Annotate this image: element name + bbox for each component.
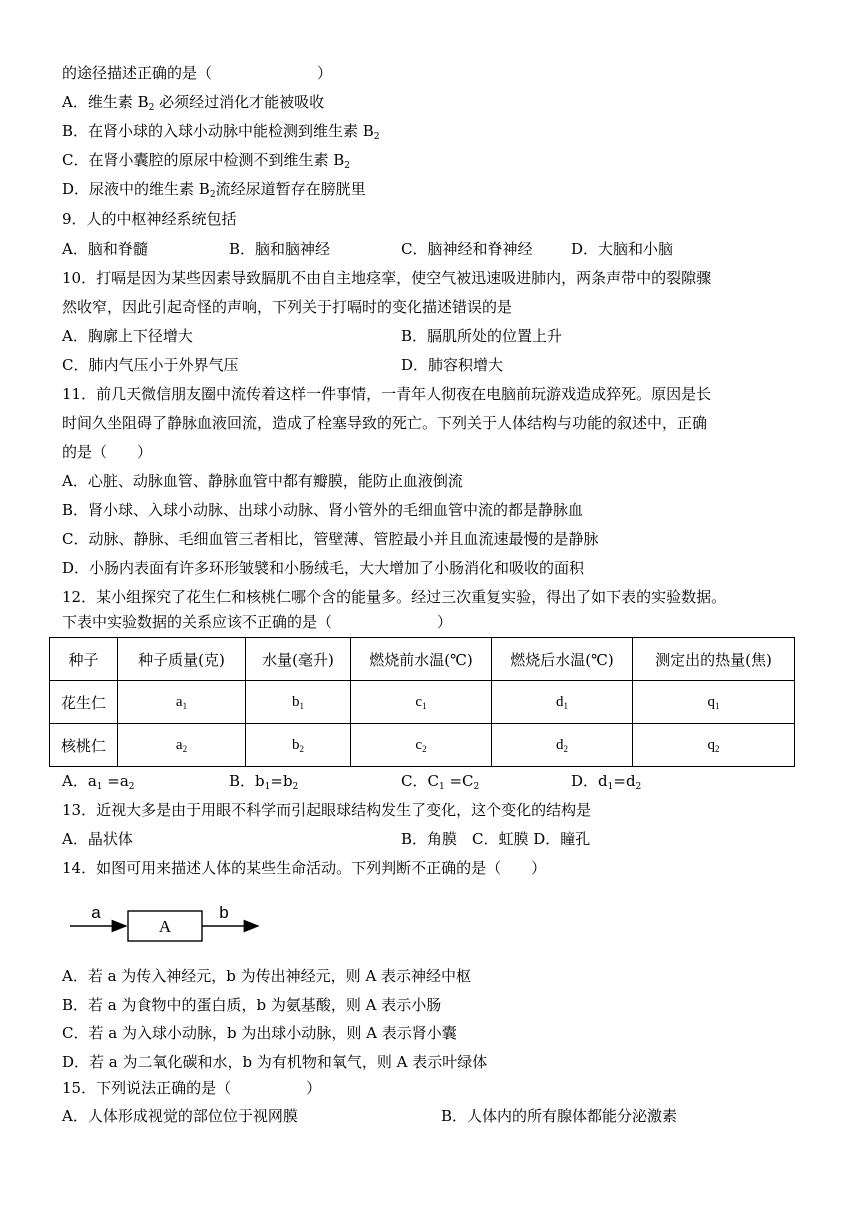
q10-option-a: A．胸廓上下径增大: [62, 327, 193, 345]
q13-options-bcd: B．角膜 C．虹膜 D．瞳孔: [401, 830, 591, 848]
q13-option-a: A．晶状体: [62, 830, 133, 848]
q11-option-d: D．小肠内表面有许多环形皱襞和小肠绒毛，大大增加了小肠消化和吸收的面积: [62, 559, 585, 577]
q8-option-d: D．尿液中的维生素 $B_2$流经尿道暂存在膀胱里: [62, 180, 366, 200]
q15-option-b: B．人体内的所有腺体都能分泌激素: [441, 1107, 678, 1125]
experiment-data-table: [49, 637, 795, 767]
output-label: b: [219, 903, 229, 922]
table-header-cell: 燃烧前水温(℃): [351, 638, 492, 681]
q10-stem-line1: 10．打嗝是因为某些因素导致膈肌不由自主地痉挛，使空气被迅速吸进肺内，两条声带中的裂隙骤: [62, 269, 712, 287]
table-cell: $d_2$: [492, 724, 633, 767]
table-cell: $c_2$: [351, 724, 492, 767]
table-header-cell: 水量(毫升): [246, 638, 351, 681]
table-header-cell: 种子: [50, 638, 118, 681]
table-row-label: 花生仁: [50, 681, 118, 724]
q11-stem-line2: 时间久坐阻碍了静脉血液回流，造成了栓塞导致的死亡。下列关于人体结构与功能的叙述中，正确: [62, 414, 708, 432]
q8-option-c: C．在肾小囊腔的原尿中检测不到维生素 $B_2$: [62, 151, 351, 171]
q12-option-b: B．$b_1=b_2$: [229, 772, 299, 792]
table-row-label: 核桃仁: [50, 724, 118, 767]
table-cell: $b_2$: [246, 724, 351, 767]
table-cell: $b_1$: [246, 681, 351, 724]
q10-option-b: B．膈肌所处的位置上升: [401, 327, 563, 345]
q9-option-d: D．大脑和小脑: [571, 240, 674, 258]
q12-option-d: D．$d_1=d_2$: [571, 772, 642, 792]
table-cell: $q_2$: [633, 724, 795, 767]
q11-stem-line3: 的是（ ）: [62, 443, 153, 461]
process-label: A: [158, 917, 172, 936]
q15-option-a: A．人体形成视觉的部位位于视网膜: [62, 1107, 298, 1125]
q10-stem-line2: 然收窄，因此引起奇怪的声响，下列关于打嗝时的变化描述错误的是: [62, 298, 513, 316]
q12-stem-line1: 12．某小组探究了花生仁和核桃仁哪个含的能量多。经过三次重复实验，得出了如下表的实验数据。: [62, 588, 727, 606]
q14-option-c: C．若 a 为入球小动脉，b 为出球小动脉，则 A 表示肾小囊: [62, 1024, 457, 1042]
table-header-cell: 种子质量(克): [118, 638, 246, 681]
q10-option-c: C．肺内气压小于外界气压: [62, 356, 239, 374]
table-cell: $a_2$: [118, 724, 246, 767]
q8-stem: 的途径描述正确的是（ ）: [62, 64, 333, 82]
table-header-cell: 燃烧后水温(℃): [492, 638, 633, 681]
q12-option-a: A．$a_1 =a_2$: [62, 772, 135, 792]
q9-stem: 9．人的中枢神经系统包括: [62, 210, 237, 228]
q9-option-b: B．脑和脑神经: [229, 240, 331, 258]
table-header-cell: 测定出的热量(焦): [633, 638, 795, 681]
q8-option-a: A．维生素 $B_2$ 必须经过消化才能被吸收: [62, 93, 325, 113]
q10-option-d: D．肺容积增大: [401, 356, 504, 374]
q14-option-b: B．若 a 为食物中的蛋白质，b 为氨基酸，则 A 表示小肠: [62, 996, 442, 1014]
q14-stem: 14．如图可用来描述人体的某些生命活动。下列判断不正确的是（ ）: [62, 859, 547, 877]
input-process-output-diagram: [66, 898, 266, 954]
q11-option-a: A．心脏、动脉血管、静脉血管中都有瓣膜，能防止血液倒流: [62, 472, 463, 490]
q14-option-d: D．若 a 为二氧化碳和水，b 为有机物和氧气，则 A 表示叶绿体: [62, 1053, 488, 1071]
q9-option-a: A．脑和脊髓: [62, 240, 148, 258]
table-header-row: [50, 638, 795, 681]
q9-option-c: C．脑神经和脊神经: [401, 240, 533, 258]
input-label: a: [91, 903, 101, 922]
q15-stem: 15．下列说法正确的是（ ）: [62, 1079, 322, 1097]
q11-option-b: B．肾小球、入球小动脉、出球小动脉、肾小管外的毛细血管中流的都是静脉血: [62, 501, 584, 519]
table-row: [50, 724, 795, 767]
q11-option-c: C．动脉、静脉、毛细血管三者相比，管壁薄、管腔最小并且血流速最慢的是静脉: [62, 530, 599, 548]
q12-option-c: C．$C_1 =C_2$: [401, 772, 480, 792]
table-cell: $a_1$: [118, 681, 246, 724]
q12-stem-line2: 下表中实验数据的关系应该不正确的是（ ）: [62, 613, 453, 631]
table-cell: $q_1$: [633, 681, 795, 724]
table-row: [50, 681, 795, 724]
q13-stem: 13．近视大多是由于用眼不科学而引起眼球结构发生了变化，这个变化的结构是: [62, 801, 592, 819]
q11-stem-line1: 11．前几天微信朋友圈中流传着这样一件事情，一青年人彻夜在电脑前玩游戏造成猝死。原因是长: [62, 385, 712, 403]
q14-option-a: A．若 a 为传入神经元，b 为传出神经元，则 A 表示神经中枢: [62, 967, 472, 985]
q8-option-b: B．在肾小球的入球小动脉中能检测到维生素 $B_2$: [62, 122, 380, 142]
table-cell: $d_1$: [492, 681, 633, 724]
table-cell: $c_1$: [351, 681, 492, 724]
